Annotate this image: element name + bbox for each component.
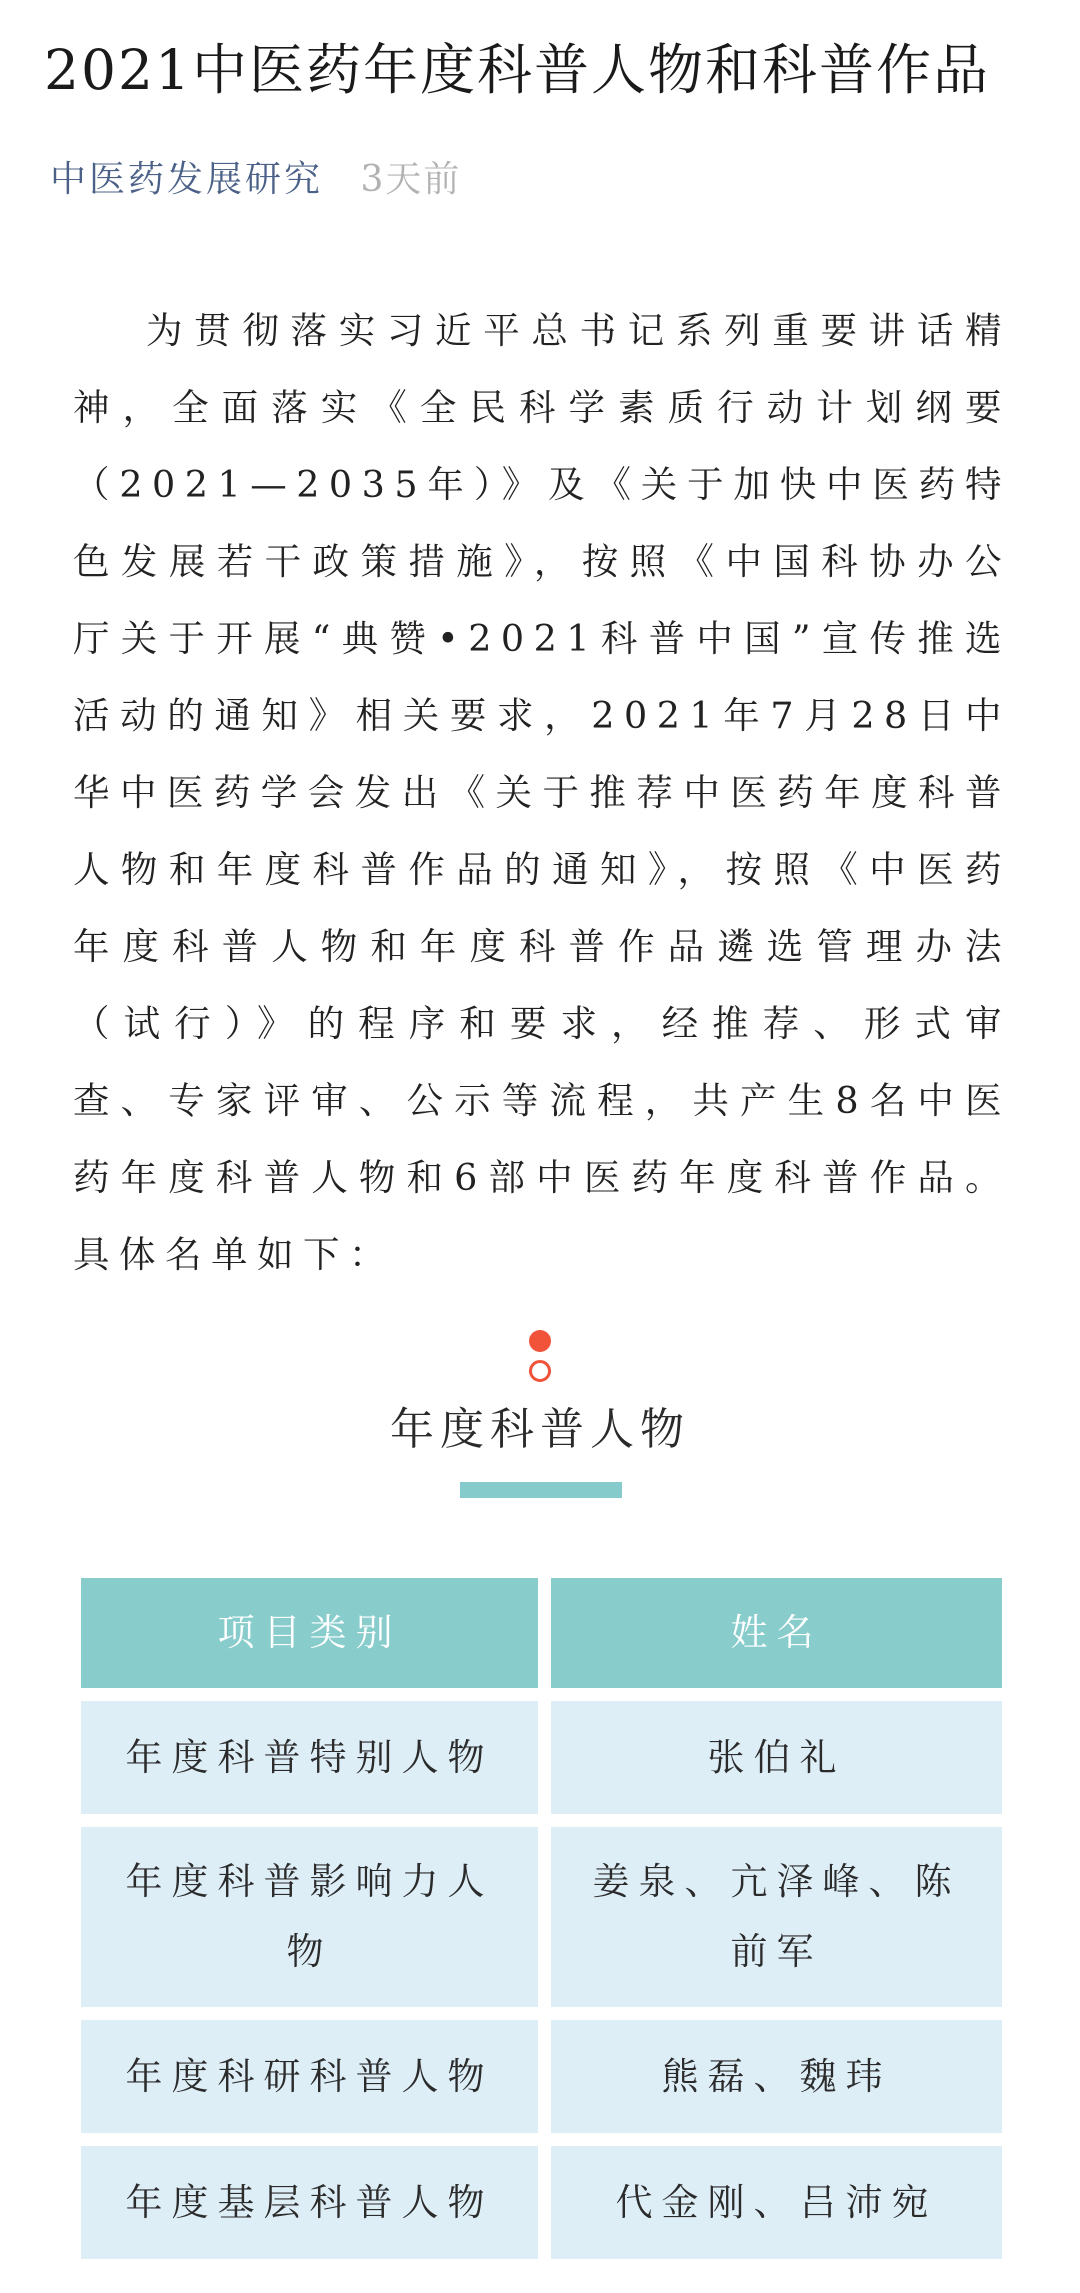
table-cell-category: 年度科普影响力人物 [81, 1827, 538, 2007]
table-cell-category: 年度科普特别人物 [81, 1701, 538, 1814]
table-header-name: 姓名 [551, 1578, 1002, 1688]
author-link[interactable]: 中医药发展研究 [50, 159, 324, 200]
table-row [81, 1701, 1002, 1814]
awards-table [81, 1578, 1002, 2272]
table-cell-names: 张伯礼 [551, 1701, 1002, 1814]
article-paragraph: 为贯彻落实习近平总书记系列重要讲话精神，全面落实《全民科学素质行动计划纲要（2021—2035年）》及《关于加快中医药特色发展若干政策措施》，按照《中国科协办公厅关于开展“典赞•2021科普中国”宣传推选活动的通知》相关要求，2021年7月28日中华中医药学会发出《关于推荐中医药年度科普人物和年度科普作品的通知》，按照《中医药年度科普人物和年度科普作品遴选管理办法（试行）》的程序和要求，经推荐、形式审查、专家评审、公示等流程，共产生8名中医药年度科普人物和6部中医药年度科普作品。具体名单如下： [73, 309, 1011, 1276]
table-cell-names: 代金刚、吕沛宛 [551, 2146, 1002, 2259]
article-title: 2021中医药年度科普人物和科普作品 [44, 38, 990, 102]
table-header-category: 项目类别 [81, 1578, 538, 1688]
section-divider-dots [529, 1330, 551, 1382]
ring-dot-icon [529, 1360, 551, 1382]
section-heading: 年度科普人物 [390, 1404, 690, 1455]
table-header-row [81, 1578, 1002, 1688]
table-cell-category: 年度基层科普人物 [81, 2146, 538, 2259]
article-meta [50, 150, 461, 210]
table-cell-category: 年度科研科普人物 [81, 2020, 538, 2133]
section-underline-bar [460, 1482, 622, 1498]
table-row [81, 2146, 1002, 2259]
table-row [81, 1827, 1002, 2007]
table-cell-names: 熊磊、魏玮 [551, 2020, 1002, 2133]
publish-time: 3天前 [360, 159, 462, 200]
filled-dot-icon [529, 1330, 551, 1352]
table-row [81, 2020, 1002, 2133]
table-cell-names: 姜泉、亢泽峰、陈前军 [551, 1827, 1002, 2007]
